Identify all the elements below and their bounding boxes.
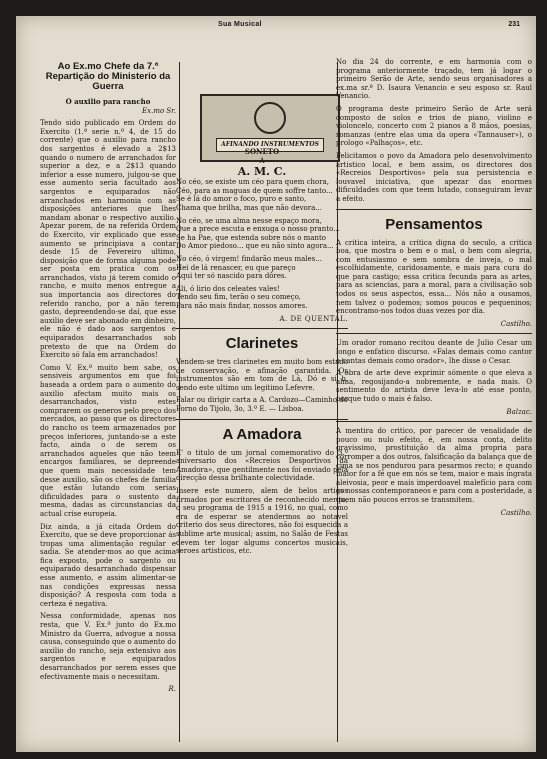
divider [176,328,348,329]
paragraph: Um orador romano recitou deante de Julio Cesar um longo e enfatico discurso. «Falas demais como cantor e cantas demais como orador», lhe disse o Cesar. [336,339,532,365]
header-title: Sua Musical [218,21,262,28]
ornament-medallion [254,102,286,134]
paragraph: Tendo sido publicado em Ordem do Exercito (1.ª serie n.º 4, de 15 do corrente) que o auxilio para rancho dos sargentos é elevado a 2$13 quando o numero de arranchados for superior a dez, e a 2$13 quando inferior a esse numero, julgou-se que esse aumento seria facultado aos sargentos e equiparados não arranchados em harmonia com as disposições anteriores que lhes mandam abonar o respectivo auxilio. Apezar porem, de na referida Ordem do Exercito, vir explicado que esse aumento se principiava a contar desde 15 de Fevereiro ultimo, disposição que de forma alguma pode ser posta em pratica com os arranchados, visto já terem comido o rancho, e muito menos entregue a sua importancia aos directores do referido rancho, por a não terem gasto, depreendendo-se daí, que esse auxilio deve ser abonado em dinheiro, ele não é dado aos sargentos e equiparados desarranchados sob pretexto de que na Ordem do Exercito só fala em arranchados! [40,119,176,360]
page-number: 231 [508,21,520,28]
sonnet-name: A. M. C. [237,165,287,179]
quote-author: Castilho. [500,508,532,517]
article-subheading: O auxilio para rancho [65,97,151,106]
quote-author: Castilho. [500,319,532,328]
ornament-banner: AFINANDO INSTRUMENTOS [216,138,324,152]
paragraph: Diz ainda, a já citada Ordem do Exercito, que se deve proporcionar ás tropas uma alimentação regular e sadia. Se atender-mos ao que acima fica exposto, pode o sargento ou equiparado desarranchado dispensar esse aumento, e assim alimentar-se nas condições expressas nessa disposição? A resposta com toda a certeza é negativa. [40,522,176,608]
sonnet-author: A. DE QUENTAL. [279,314,348,323]
stanza: Ali, ó lirio dos celeates vales! Tendo seu fim, terão o seu começo, Para não mais findar, nossos amores. [176,284,308,310]
signature: R. [168,685,176,694]
divider [336,421,532,422]
amadora-title: A Amadora [222,425,302,443]
stanza: No céo, se existe um céo para quem chora, Céo, para as maguas de quem soffre tanto... Se é lá do amor o foco, puro e santo, Chama que brilha, mas que não devora... [176,178,333,212]
page-header [16,18,536,32]
divider [336,209,532,210]
stanza: No céo, ó virgem! findarão meus males... Hei de lá renascer, eu que pareço Aqui ter só nascido para dôres. [176,254,322,281]
paragraph: Insere este numero, alem de belos artigos firmados por escritores de reconhecido merito, o seu programa de 1915 a 1916, no qual, como era de esperar se atendermos ao notavel criterio dos seus directores, não foi esquecida a sublime arte musical; assim, no Salão de Festas devem ter logar algums concertos musicais, seroes artisticos, etc. [176,487,348,556]
sonnet-to: A [259,156,265,165]
paragraph: A critica inteira, a critica digna do seculo, a critica boa, que mostra o bem e o mal, o bem com alegria, com entusiasmo e sem sombra de inveja, o mal escolhidamente, caridosamente, e mais para cura do que para castigo; essa critica fecunda para as artes, para as sciencias, para a moral, para a civilisação sob todos os seus aspectos, essa... Nós não a ousamos, nem talvez o podemos; somos poucos e pequeninos; encontramo-nos todos duas vezes por dia. [336,238,532,316]
salutation: Ex.mo Sr. [142,106,176,115]
newspaper-page [16,16,536,752]
paragraph: Como V. Ex.ª muito bem sabe, os sensiveis argumentos em que foi baseada a ordem para o aumento do auxilio afectam muito mais os desarranchados, visto estes comprarem os generos pelo preço dos mercados, ao passo que os directores do rancho os teem armazenados por preços inferiores, juntando-se a este facto, ainda o de serem os arranchados aqueles que não teem encargos familiares, se depreende que quem mais necessidade tem desse auxilio, são os chefes de familia que estão lutando com serias dificuldades para o sustento da mesma, dadas as circunstancias da actual crise europeia. [40,363,176,518]
paragraph: No dia 24 do corrente, e em harmonia com o programa anteriormente traçado, tem já logar o primeiro Serão de Arte, sendo seus organisadores a ex.ma sr.ª D. Isaura Venancio e seu esposo sr. Raul Venancio. [336,58,532,101]
paragraph: A mentira do critico, por parecer de venalidade de pouco ou nulo efeito, é, em nossa conta, delito gravissimo, prostituição da alma propria para corromper a dos outros, falsificação da balança que de cima se nos pendurou para pesarmos recto; e quando maior for a fé que em nós se tem, maior e mais ingrata aleivosia, peor e mais imperdoavel malefício para com as nossas contemporaneos e para com a posteridade, a quem não poucos erros se transmitem. [336,427,532,504]
column-right [336,58,532,521]
column-middle [176,148,348,560]
column-left [40,62,176,698]
paragraph: Nessa conformidade, apenas nos resta, que V. Ex.ª junto do Ex.mo Ministro da Guerra, advogue a nossa causa, conseguindo que o aumento do auxilio do rancho, seja extensivo aos sargentos e equiparados desarranchados por serem esses que efectivamente mais o necessitam. [40,612,176,681]
paragraph: Felicitamos o povo da Amadora pelo desenvolvimento artistico local, e bem assim, os directores dos «Recreios Desportivos» pela sua persistencia e louvavel iniciativa, que apezar das enormes dificuldades com que teem lutado, conseguiram levar a efeito. [336,151,532,203]
quote-author: Balzac. [506,407,532,416]
paragraph: Vendem-se tres clarinetes em muito bom estado de conservação, e afinação garantida. Os instrumentos são em tom de Lá, Dó e si b, sendo este ultimo um legitimo Lefevre. [176,358,348,392]
stanza: No céo, se uma alma nesse espaço mora, Que a prece escuta e enxuga o nosso pranto... Se ha Pae, que estenda sobre nós o manto Do Amor piedoso... que eu não sinto agora... [176,216,340,251]
pensamentos-title: Pensamentos [385,215,483,233]
paragraph: A obra de arte deve exprimir sómente o que eleva a alma, regosijando-a nobremente, e nada mais. O sentimento do artista deve leva-lo até esse ponto, porque tudo o mais é falso. [336,369,532,403]
divider [336,333,532,334]
paragraph: Falar ou dirigir carta a A. Cardozo—Caminho do Forno do Tijolo, 3o, 3.º E. — Lisboa. [176,396,348,414]
sonnet-title: SONETO [244,148,280,156]
article-heading: Ao Ex.mo Chefe da 7.ª Repartição do Ministerio da Guerra [45,62,171,92]
clarinetes-title: Clarinetes [225,335,299,353]
divider [176,419,348,420]
paragraph: E' o titulo de um jornal comemorativo do 3.º aniversario dos «Recreios Desportivos da Amadora», que gentilmente nos foi enviado pela direcção dessa brilhante colectividade. [176,448,348,483]
paragraph: O programa deste primeiro Serão de Arte será composto de solos e trios de piano, violino e violoncelo, concerto com 2 pianos a 8 mãos, poesias, romanzas (entre elas uma da opera «Tannauser»), o prologo «Palhaços», etc. [336,104,532,148]
